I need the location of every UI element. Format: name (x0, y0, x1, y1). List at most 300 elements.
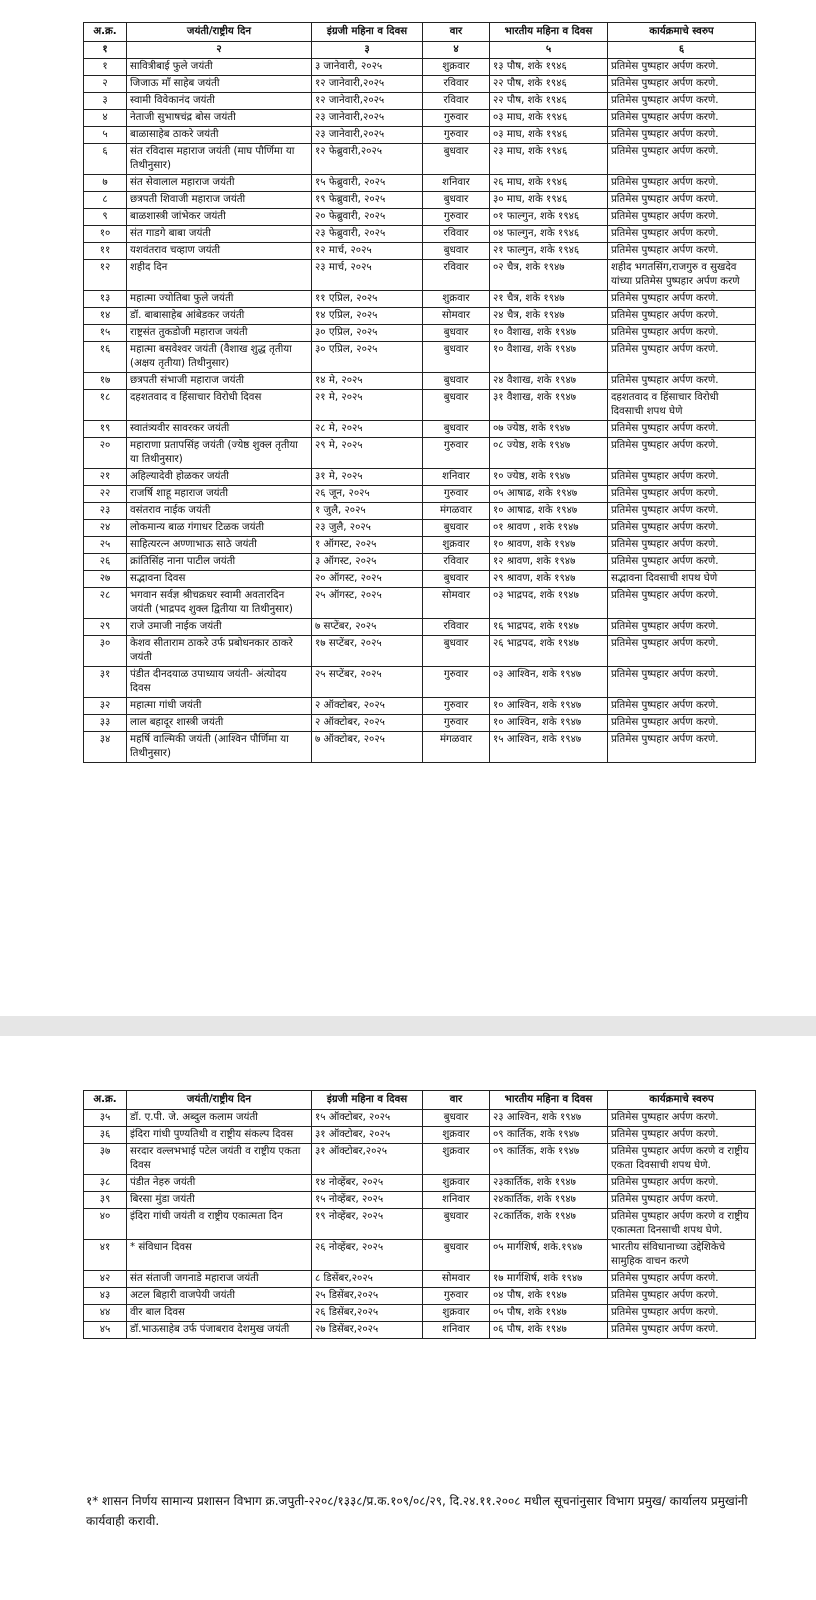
indian-date-cell: १० आषाढ, शके १९४७ (490, 503, 608, 520)
occasion-cell: इंदिरा गांधी जयंती व राष्ट्रीय एकात्मता दिन (127, 1209, 312, 1240)
program-cell: प्रतिमेस पुष्पहार अर्पण करणे. (608, 667, 756, 698)
weekday-cell: शुक्रवार (423, 59, 490, 76)
program-cell: प्रतिमेस पुष्पहार अर्पण करणे. (608, 520, 756, 537)
table-row (84, 1305, 756, 1322)
occasion-cell: दहशतवाद व हिंसाचार विरोधी दिवस (127, 390, 312, 421)
english-date-cell: २५ सप्टेंबर, २०२५ (312, 667, 423, 698)
indian-date-cell: २४कार्तिक, शके १९४७ (490, 1192, 608, 1209)
header-indian-date: भारतीय महिना व दिवस (490, 1091, 608, 1110)
header-indian-date: भारतीय महिना व दिवस (490, 23, 608, 42)
english-date-cell: २० फेब्रुवारी, २०२५ (312, 209, 423, 226)
occasion-cell: पंडीत नेहरु जयंती (127, 1175, 312, 1192)
program-cell: प्रतिमेस पुष्पहार अर्पण करणे. (608, 192, 756, 209)
table-row (84, 373, 756, 390)
weekday-cell: रविवार (423, 619, 490, 636)
program-cell: प्रतिमेस पुष्पहार अर्पण करणे. (608, 438, 756, 469)
serial-cell: १२ (84, 260, 127, 291)
table-row (84, 110, 756, 127)
table-row (84, 308, 756, 325)
column-number: ६ (608, 42, 756, 59)
occasion-cell: सावित्रीबाई फुले जयंती (127, 59, 312, 76)
table-row (84, 1288, 756, 1305)
indian-date-cell: २६ माघ, शके १९४६ (490, 175, 608, 192)
english-date-cell: ३० एप्रिल, २०२५ (312, 342, 423, 373)
header-weekday: वार (423, 23, 490, 42)
weekday-cell: सोमवार (423, 308, 490, 325)
english-date-cell: १ ऑगस्ट, २०२५ (312, 537, 423, 554)
weekday-cell: शुक्रवार (423, 1144, 490, 1175)
occasion-cell: डॉ. बाबासाहेब आंबेडकर जयंती (127, 308, 312, 325)
occasion-cell: राष्ट्रसंत तुकडोजी महाराज जयंती (127, 325, 312, 342)
weekday-cell: सोमवार (423, 588, 490, 619)
weekday-cell: रविवार (423, 93, 490, 110)
serial-cell: २१ (84, 469, 127, 486)
english-date-cell: २६ जून, २०२५ (312, 486, 423, 503)
serial-cell: ६ (84, 144, 127, 175)
weekday-cell: गुरुवार (423, 715, 490, 732)
indian-date-cell: १० वैशाख, शके १९४७ (490, 342, 608, 373)
table-row (84, 571, 756, 588)
program-cell: प्रतिमेस पुष्पहार अर्पण करणे. (608, 715, 756, 732)
english-date-cell: २१ मे, २०२५ (312, 390, 423, 421)
english-date-cell: २ ऑक्टोबर, २०२५ (312, 698, 423, 715)
occasion-cell: राजे उमाजी नाईक जयंती (127, 619, 312, 636)
english-date-cell: २३ जानेवारी,२०२५ (312, 110, 423, 127)
english-date-cell: ३१ मे, २०२५ (312, 469, 423, 486)
weekday-cell: गुरुवार (423, 438, 490, 469)
table-row (84, 175, 756, 192)
serial-cell: १० (84, 226, 127, 243)
table-row (84, 698, 756, 715)
occasion-cell: संत गाडगे बाबा जयंती (127, 226, 312, 243)
weekday-cell: बुधवार (423, 636, 490, 667)
program-cell: प्रतिमेस पुष्पहार अर्पण करणे. (608, 127, 756, 144)
indian-date-cell: २४ चैत्र, शके १९४७ (490, 308, 608, 325)
weekday-cell: गुरुवार (423, 486, 490, 503)
occasion-cell: शहीद दिन (127, 260, 312, 291)
program-cell: प्रतिमेस पुष्पहार अर्पण करणे. (608, 373, 756, 390)
indian-date-cell: १० ज्येष्ठ, शके १९४७ (490, 469, 608, 486)
table-row (84, 1322, 756, 1339)
english-date-cell: ३ ऑगस्ट, २०२५ (312, 554, 423, 571)
indian-date-cell: ०२ चैत्र, शके १९४७ (490, 260, 608, 291)
serial-cell: ४१ (84, 1240, 127, 1271)
serial-cell: ३६ (84, 1127, 127, 1144)
indian-date-cell: १० वैशाख, शके १९४७ (490, 325, 608, 342)
table-row (84, 667, 756, 698)
english-date-cell: १४ नोव्हेंबर, २०२५ (312, 1175, 423, 1192)
indian-date-cell: २८कार्तिक, शके १९४७ (490, 1209, 608, 1240)
english-date-cell: २५ डिसेंबर,२०२५ (312, 1288, 423, 1305)
occasion-cell: पंडीत दीनदयाळ उपाध्याय जयंती- अंत्योदय दिवस (127, 667, 312, 698)
indian-date-cell: ०३ आश्विन, शके १९४७ (490, 667, 608, 698)
indian-date-cell: ०३ माघ, शके १९४६ (490, 110, 608, 127)
weekday-cell: शनिवार (423, 175, 490, 192)
serial-cell: ८ (84, 192, 127, 209)
program-cell: प्रतिमेस पुष्पहार अर्पण करणे. (608, 698, 756, 715)
indian-date-cell: २३कार्तिक, शके १९४७ (490, 1175, 608, 1192)
table-row (84, 144, 756, 175)
indian-date-cell: १० आश्विन, शके १९४७ (490, 698, 608, 715)
table-row (84, 438, 756, 469)
english-date-cell: १५ ऑक्टोबर, २०२५ (312, 1110, 423, 1127)
column-number: २ (127, 42, 312, 59)
english-date-cell: १२ फेब्रुवारी,२०२५ (312, 144, 423, 175)
weekday-cell: बुधवार (423, 390, 490, 421)
english-date-cell: १७ सप्टेंबर, २०२५ (312, 636, 423, 667)
indian-date-cell: १० आश्विन, शके १९४७ (490, 715, 608, 732)
weekday-cell: शुक्रवार (423, 291, 490, 308)
english-date-cell: १४ मे, २०२५ (312, 373, 423, 390)
serial-cell: २९ (84, 619, 127, 636)
header-english-date: इंग्रजी महिना व दिवस (312, 1091, 423, 1110)
weekday-cell: गुरुवार (423, 667, 490, 698)
program-cell: प्रतिमेस पुष्पहार अर्पण करणे. (608, 342, 756, 373)
table-body-page-1 (84, 59, 756, 763)
program-cell: प्रतिमेस पुष्पहार अर्पण करणे. (608, 619, 756, 636)
occasion-cell: नेताजी सुभाषचंद्र बोस जयंती (127, 110, 312, 127)
english-date-cell: ३१ ऑक्टोबर, २०२५ (312, 1127, 423, 1144)
occasion-cell: बाळशास्त्री जांभेकर जयंती (127, 209, 312, 226)
table-row (84, 1127, 756, 1144)
english-date-cell: २३ फेब्रुवारी, २०२५ (312, 226, 423, 243)
occasion-cell: साहित्यरत्न अण्णाभाऊ साठे जयंती (127, 537, 312, 554)
indian-date-cell: २३ माघ, शके १९४६ (490, 144, 608, 175)
occasion-cell: लोकमान्य बाळ गंगाधर टिळक जयंती (127, 520, 312, 537)
occasion-cell: महाराणा प्रतापसिंह जयंती (ज्येष्ठ शुक्ल तृतीया या तिथीनुसार) (127, 438, 312, 469)
table-row (84, 226, 756, 243)
table-header-row (84, 23, 756, 42)
table-row (84, 1271, 756, 1288)
serial-cell: ३७ (84, 1144, 127, 1175)
header-serial: अ.क्र. (84, 1091, 127, 1110)
serial-cell: ४२ (84, 1271, 127, 1288)
occasion-cell: वीर बाल दिवस (127, 1305, 312, 1322)
english-date-cell: १९ नोव्हेंबर, २०२५ (312, 1209, 423, 1240)
serial-cell: २२ (84, 486, 127, 503)
weekday-cell: गुरुवार (423, 698, 490, 715)
weekday-cell: शुक्रवार (423, 537, 490, 554)
serial-cell: ३८ (84, 1175, 127, 1192)
jayanti-table-page-2 (83, 1090, 756, 1339)
indian-date-cell: ०९ कार्तिक, शके १९४७ (490, 1144, 608, 1175)
table-row (84, 588, 756, 619)
english-date-cell: ७ ऑक्टोबर, २०२५ (312, 732, 423, 763)
occasion-cell: जिजाऊ माँ साहेब जयंती (127, 76, 312, 93)
english-date-cell: २५ ऑगस्ट, २०२५ (312, 588, 423, 619)
occasion-cell: संत सेवालाल महाराज जयंती (127, 175, 312, 192)
english-date-cell: १२ जानेवारी,२०२५ (312, 93, 423, 110)
indian-date-cell: १० श्रावण, शके १९४७ (490, 537, 608, 554)
weekday-cell: गुरुवार (423, 127, 490, 144)
program-cell: प्रतिमेस पुष्पहार अर्पण करणे. (608, 59, 756, 76)
serial-cell: १५ (84, 325, 127, 342)
serial-cell: १ (84, 59, 127, 76)
program-cell: प्रतिमेस पुष्पहार अर्पण करणे. (608, 325, 756, 342)
jayanti-table-page-1 (83, 22, 756, 763)
occasion-cell: भगवान सर्वज्ञ श्रीचक्रधर स्वामी अवतारदिन जयंती (भाद्रपद शुक्ल द्वितीया या तिथीनुसार) (127, 588, 312, 619)
english-date-cell: १२ जानेवारी,२०२५ (312, 76, 423, 93)
indian-date-cell: ०३ भाद्रपद, शके १९४७ (490, 588, 608, 619)
indian-date-cell: २६ भाद्रपद, शके १९४७ (490, 636, 608, 667)
serial-cell: ११ (84, 243, 127, 260)
indian-date-cell: ०५ आषाढ, शके १९४७ (490, 486, 608, 503)
english-date-cell: २० ऑगस्ट, २०२५ (312, 571, 423, 588)
program-cell: शहीद भगतसिंग,राजगुरु व सुखदेव यांच्या प्रतिमेस पुष्पहार अर्पण करणे (608, 260, 756, 291)
weekday-cell: बुधवार (423, 144, 490, 175)
indian-date-cell: ०५ मार्गशिर्ष, शके.१९४७ (490, 1240, 608, 1271)
header-occasion: जयंती/राष्ट्रीय दिन (127, 23, 312, 42)
program-cell: प्रतिमेस पुष्पहार अर्पण करणे. (608, 588, 756, 619)
indian-date-cell: ३१ वैशाख, शके १९४७ (490, 390, 608, 421)
program-cell: प्रतिमेस पुष्पहार अर्पण करणे. (608, 421, 756, 438)
english-date-cell: ८ डिसेंबर,२०२५ (312, 1271, 423, 1288)
occasion-cell: यशवंतराव चव्हाण जयंती (127, 243, 312, 260)
program-cell: प्रतिमेस पुष्पहार अर्पण करणे. (608, 503, 756, 520)
serial-cell: १३ (84, 291, 127, 308)
program-cell: प्रतिमेस पुष्पहार अर्पण करणे. (608, 110, 756, 127)
occasion-cell: सद्भावना दिवस (127, 571, 312, 588)
program-cell: प्रतिमेस पुष्पहार अर्पण करणे. (608, 1127, 756, 1144)
weekday-cell: बुधवार (423, 243, 490, 260)
weekday-cell: बुधवार (423, 373, 490, 390)
program-cell: प्रतिमेस पुष्पहार अर्पण करणे. (608, 175, 756, 192)
weekday-cell: रविवार (423, 554, 490, 571)
weekday-cell: शनिवार (423, 469, 490, 486)
english-date-cell: २ ऑक्टोबर, २०२५ (312, 715, 423, 732)
program-cell: प्रतिमेस पुष्पहार अर्पण करणे. (608, 209, 756, 226)
serial-cell: २ (84, 76, 127, 93)
program-cell: प्रतिमेस पुष्पहार अर्पण करणे. (608, 1110, 756, 1127)
occasion-cell: महात्मा गांधी जयंती (127, 698, 312, 715)
indian-date-cell: ०१ श्रावण , शके १९४७ (490, 520, 608, 537)
indian-date-cell: १५ आश्विन, शके १९४७ (490, 732, 608, 763)
occasion-cell: स्वातंत्र्यवीर सावरकर जयंती (127, 421, 312, 438)
occasion-cell: डॉ.भाऊसाहेब उर्फ पंजाबराव देशमुख जयंती (127, 1322, 312, 1339)
table-row (84, 209, 756, 226)
table-row (84, 636, 756, 667)
occasion-cell: वसंतराव नाईक जयंती (127, 503, 312, 520)
occasion-cell: बिरसा मुंडा जयंती (127, 1192, 312, 1209)
table-row (84, 1240, 756, 1271)
table-row (84, 520, 756, 537)
occasion-cell: डॉ. ए.पी. जे. अब्दुल कलाम जयंती (127, 1110, 312, 1127)
weekday-cell: मंगळवार (423, 732, 490, 763)
occasion-cell: अटल बिहारी वाजपेयी जयंती (127, 1288, 312, 1305)
indian-date-cell: २२ पौष, शके १९४६ (490, 76, 608, 93)
table-row (84, 537, 756, 554)
footnote: १* शासन निर्णय सामान्य प्रशासन विभाग क्र.जपुती-२२०८/१३३८/प्र.क.१०९/०८/२९, दि.२४.११.२००८ मधील सूचनांनुसार विभाग प्रमुख/ कार्यालय प्रमुखांनी कार्यवाही करावी. (86, 1494, 748, 1528)
header-program: कार्यक्रमाचे स्वरुप (608, 23, 756, 42)
program-cell: प्रतिमेस पुष्पहार अर्पण करणे. (608, 144, 756, 175)
weekday-cell: रविवार (423, 226, 490, 243)
program-cell: भारतीय संविधानाच्या उद्देशिकेचे सामुहिक वाचन करणे (608, 1240, 756, 1271)
occasion-cell: महात्मा ज्योतिबा फुले जयंती (127, 291, 312, 308)
english-date-cell: १५ नोव्हेंबर, २०२५ (312, 1192, 423, 1209)
program-cell: प्रतिमेस पुष्पहार अर्पण करणे. (608, 93, 756, 110)
english-date-cell: २३ जानेवारी,२०२५ (312, 127, 423, 144)
table-row (84, 1209, 756, 1240)
indian-date-cell: २२ पौष, शके १९४६ (490, 93, 608, 110)
program-cell: प्रतिमेस पुष्पहार अर्पण करणे. (608, 636, 756, 667)
weekday-cell: बुधवार (423, 325, 490, 342)
weekday-cell: रविवार (423, 76, 490, 93)
occasion-cell: क्रांतिसिंह नाना पाटील जयंती (127, 554, 312, 571)
weekday-cell: बुधवार (423, 342, 490, 373)
english-date-cell: २६ नोव्हेंबर, २०२५ (312, 1240, 423, 1271)
header-weekday: वार (423, 1091, 490, 1110)
serial-cell: ४० (84, 1209, 127, 1240)
table-row (84, 554, 756, 571)
program-cell: प्रतिमेस पुष्पहार अर्पण करणे. (608, 76, 756, 93)
serial-cell: ५ (84, 127, 127, 144)
program-cell: प्रतिमेस पुष्पहार अर्पण करणे व राष्ट्रीय एकता दिवसाची शपथ घेणे. (608, 1144, 756, 1175)
occasion-cell: छत्रपती शिवाजी महाराज जयंती (127, 192, 312, 209)
indian-date-cell: ०९ कार्तिक, शके १९४७ (490, 1127, 608, 1144)
serial-cell: ३५ (84, 1110, 127, 1127)
table-row (84, 1144, 756, 1175)
occasion-cell: लाल बहादूर शास्त्री जयंती (127, 715, 312, 732)
weekday-cell: गुरुवार (423, 209, 490, 226)
indian-date-cell: २३ आश्विन, शके १९४७ (490, 1110, 608, 1127)
weekday-cell: शुक्रवार (423, 1305, 490, 1322)
weekday-cell: बुधवार (423, 1209, 490, 1240)
english-date-cell: २७ डिसेंबर,२०२५ (312, 1322, 423, 1339)
indian-date-cell: ०५ पौष, शके १९४७ (490, 1305, 608, 1322)
english-date-cell: ७ सप्टेंबर, २०२५ (312, 619, 423, 636)
weekday-cell: बुधवार (423, 1110, 490, 1127)
header-occasion: जयंती/राष्ट्रीय दिन (127, 1091, 312, 1110)
program-cell: प्रतिमेस पुष्पहार अर्पण करणे. (608, 308, 756, 325)
weekday-cell: गुरुवार (423, 110, 490, 127)
program-cell: प्रतिमेस पुष्पहार अर्पण करणे. (608, 486, 756, 503)
table-row (84, 1175, 756, 1192)
serial-cell: ३० (84, 636, 127, 667)
header-serial: अ.क्र. (84, 23, 127, 42)
serial-cell: २५ (84, 537, 127, 554)
serial-cell: २४ (84, 520, 127, 537)
occasion-cell: संत रविदास महाराज जयंती (माघ पौर्णिमा या तिथीनुसार) (127, 144, 312, 175)
table-row (84, 715, 756, 732)
serial-cell: २७ (84, 571, 127, 588)
occasion-cell: राजर्षि शाहू महाराज जयंती (127, 486, 312, 503)
table-header-row (84, 1091, 756, 1110)
program-cell: प्रतिमेस पुष्पहार अर्पण करणे. (608, 243, 756, 260)
program-cell: सद्भावना दिवसाची शपथ घेणे (608, 571, 756, 588)
program-cell: प्रतिमेस पुष्पहार अर्पण करणे. (608, 291, 756, 308)
indian-date-cell: २९ श्रावण, शके १९४७ (490, 571, 608, 588)
weekday-cell: शुक्रवार (423, 1127, 490, 1144)
table-row (84, 421, 756, 438)
english-date-cell: २३ जुलै, २०२५ (312, 520, 423, 537)
table-row (84, 486, 756, 503)
table-row (84, 291, 756, 308)
english-date-cell: १४ एप्रिल, २०२५ (312, 308, 423, 325)
table-row (84, 325, 756, 342)
occasion-cell: महात्मा बसवेश्वर जयंती (वैशाख शुद्ध तृतीया (अक्षय तृतीया) तिथीनुसार) (127, 342, 312, 373)
program-cell: प्रतिमेस पुष्पहार अर्पण करणे. (608, 1305, 756, 1322)
indian-date-cell: १३ पौष, शके १९४६ (490, 59, 608, 76)
column-number-row (84, 42, 756, 59)
english-date-cell: ११ एप्रिल, २०२५ (312, 291, 423, 308)
serial-cell: ४५ (84, 1322, 127, 1339)
serial-cell: ३ (84, 93, 127, 110)
program-cell: प्रतिमेस पुष्पहार अर्पण करणे. (608, 1288, 756, 1305)
program-cell: प्रतिमेस पुष्पहार अर्पण करणे. (608, 1175, 756, 1192)
weekday-cell: बुधवार (423, 1240, 490, 1271)
program-cell: प्रतिमेस पुष्पहार अर्पण करणे. (608, 469, 756, 486)
serial-cell: ३९ (84, 1192, 127, 1209)
weekday-cell: शुक्रवार (423, 1175, 490, 1192)
english-date-cell: १२ मार्च, २०२५ (312, 243, 423, 260)
weekday-cell: रविवार (423, 260, 490, 291)
table-row (84, 469, 756, 486)
weekday-cell: सोमवार (423, 1271, 490, 1288)
serial-cell: ३४ (84, 732, 127, 763)
english-date-cell: ३ जानेवारी, २०२५ (312, 59, 423, 76)
header-program: कार्यक्रमाचे स्वरुप (608, 1091, 756, 1110)
indian-date-cell: ०४ पौष, शके १९४७ (490, 1288, 608, 1305)
indian-date-cell: ०४ फाल्गुन, शके १९४६ (490, 226, 608, 243)
program-cell: प्रतिमेस पुष्पहार अर्पण करणे. (608, 1271, 756, 1288)
table-row (84, 1192, 756, 1209)
serial-cell: ४ (84, 110, 127, 127)
indian-date-cell: १६ भाद्रपद, शके १९४७ (490, 619, 608, 636)
indian-date-cell: १२ श्रावण, शके १९४७ (490, 554, 608, 571)
occasion-cell: स्वामी विवेकानंद जयंती (127, 93, 312, 110)
table-row (84, 59, 756, 76)
indian-date-cell: २१ फाल्गुन, शके १९४६ (490, 243, 608, 260)
table-row (84, 76, 756, 93)
weekday-cell: बुधवार (423, 421, 490, 438)
indian-date-cell: १७ मार्गशिर्ष, शके १९४७ (490, 1271, 608, 1288)
weekday-cell: मंगळवार (423, 503, 490, 520)
occasion-cell: महर्षि वाल्मिकी जयंती (आश्विन पौर्णिमा या तिथीनुसार) (127, 732, 312, 763)
serial-cell: १९ (84, 421, 127, 438)
table-row (84, 260, 756, 291)
english-date-cell: २८ मे, २०२५ (312, 421, 423, 438)
serial-cell: ७ (84, 175, 127, 192)
indian-date-cell: ०१ फाल्गुन, शके १९४६ (490, 209, 608, 226)
serial-cell: ४३ (84, 1288, 127, 1305)
table-row (84, 93, 756, 110)
serial-cell: १७ (84, 373, 127, 390)
indian-date-cell: ०८ ज्येष्ठ, शके १९४७ (490, 438, 608, 469)
table-row (84, 243, 756, 260)
occasion-cell: बाळासाहेब ठाकरे जयंती (127, 127, 312, 144)
occasion-cell: केशव सीताराम ठाकरे उर्फ प्रबोधनकार ठाकरे जयंती (127, 636, 312, 667)
english-date-cell: ३१ ऑक्टोबर,२०२५ (312, 1144, 423, 1175)
program-cell: दहशतवाद व हिंसाचार विरोधी दिवसाची शपथ घेणे (608, 390, 756, 421)
program-cell: प्रतिमेस पुष्पहार अर्पण करणे. (608, 1192, 756, 1209)
column-number: १ (84, 42, 127, 59)
occasion-cell: * संविधान दिवस (127, 1240, 312, 1271)
table-row (84, 732, 756, 763)
serial-cell: २६ (84, 554, 127, 571)
indian-date-cell: ०६ पौष, शके १९४७ (490, 1322, 608, 1339)
table-row (84, 390, 756, 421)
occasion-cell: इंदिरा गांधी पुण्यतिथी व राष्ट्रीय संकल्प दिवस (127, 1127, 312, 1144)
english-date-cell: १ जुलै, २०२५ (312, 503, 423, 520)
serial-cell: १४ (84, 308, 127, 325)
english-date-cell: १९ फेब्रुवारी, २०२५ (312, 192, 423, 209)
serial-cell: ३१ (84, 667, 127, 698)
program-cell: प्रतिमेस पुष्पहार अर्पण करणे. (608, 732, 756, 763)
serial-cell: ३३ (84, 715, 127, 732)
occasion-cell: छत्रपती संभाजी महाराज जयंती (127, 373, 312, 390)
serial-cell: १६ (84, 342, 127, 373)
english-date-cell: १५ फेब्रुवारी, २०२५ (312, 175, 423, 192)
